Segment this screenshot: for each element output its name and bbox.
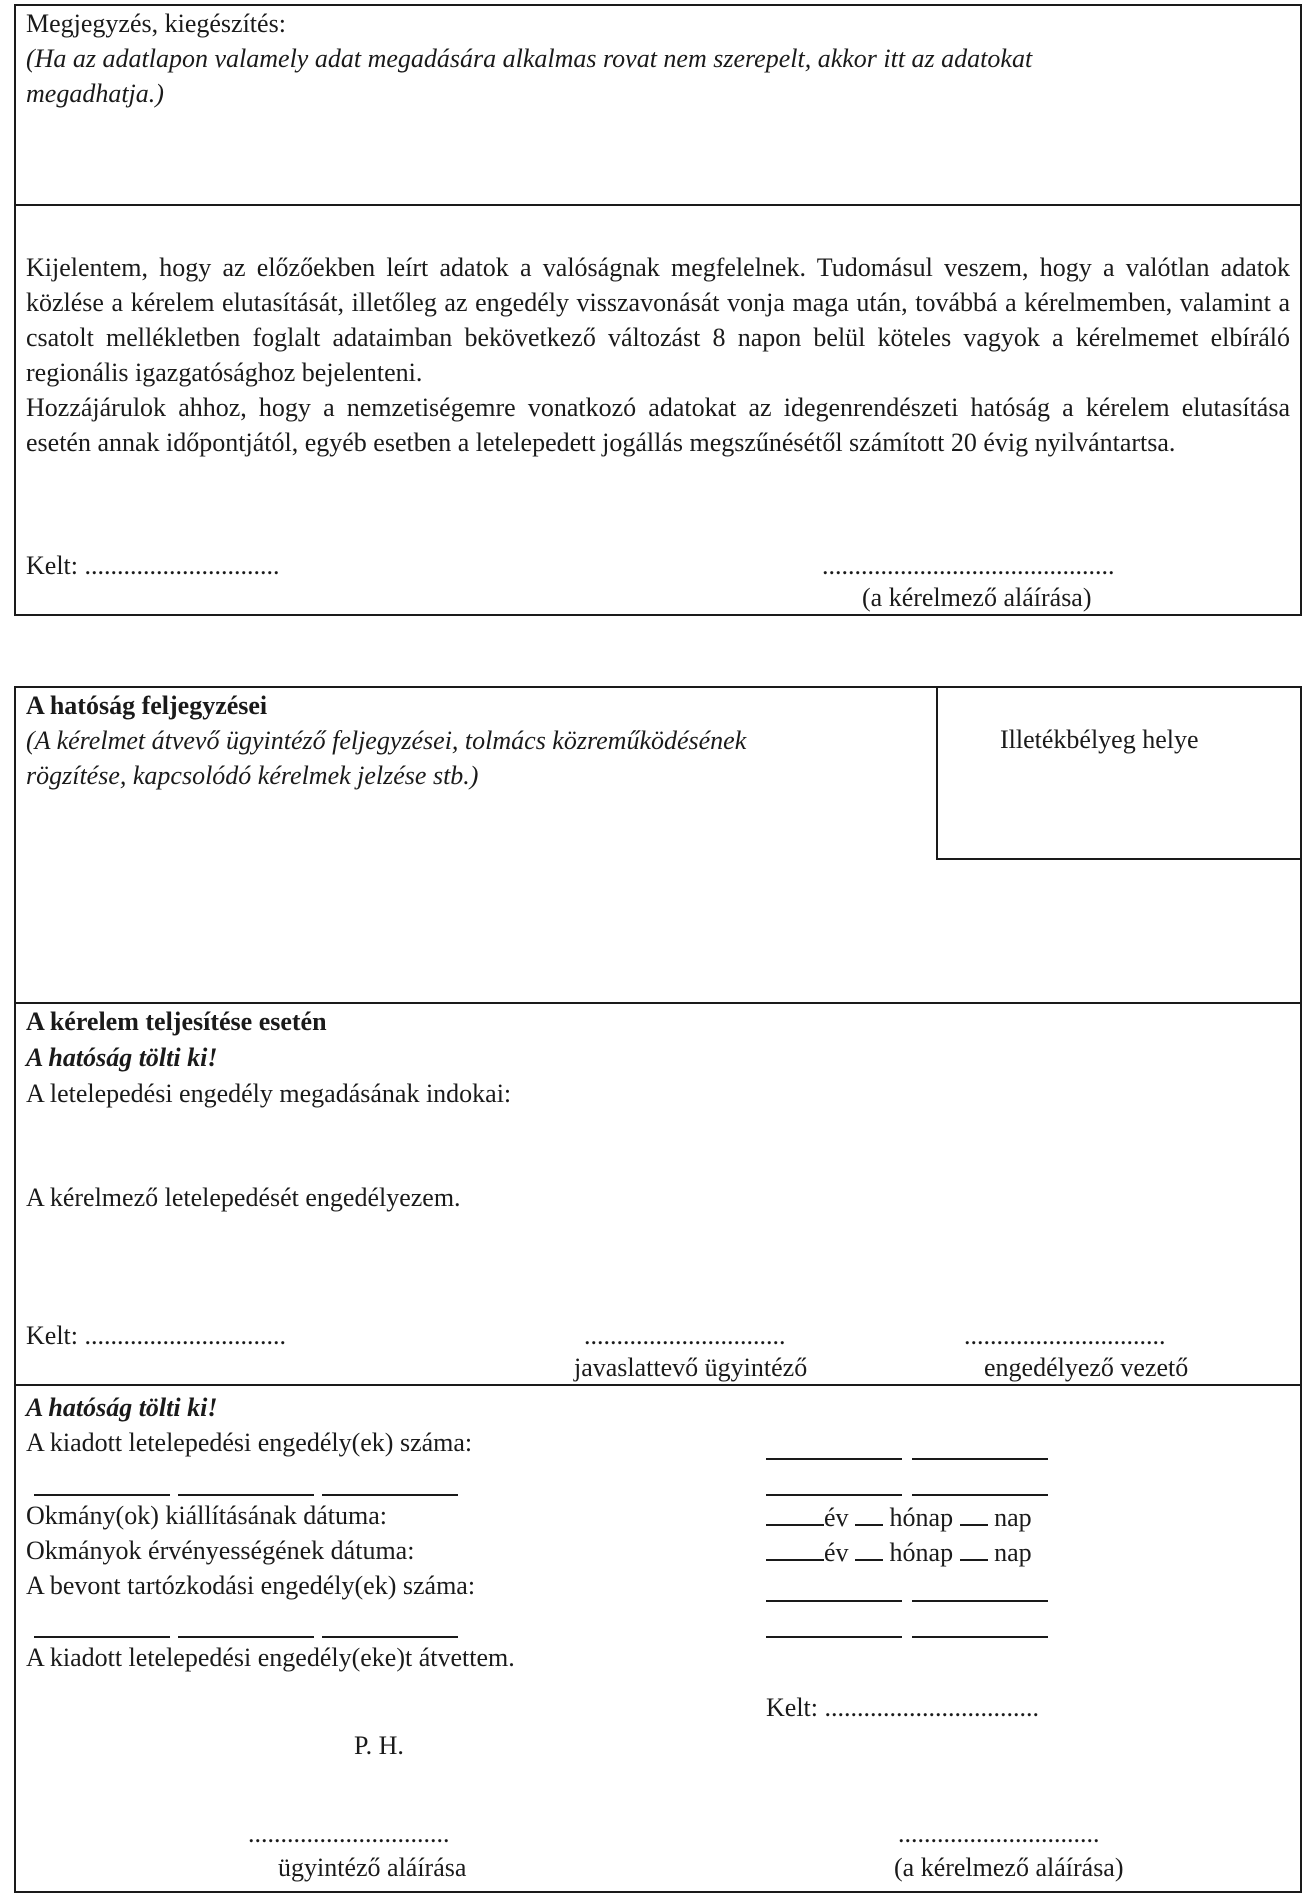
declaration-kelt[interactable]: Kelt: .............................. — [26, 551, 280, 580]
declaration-signature-label: (a kérelmező aláírása) — [862, 583, 1092, 612]
validity-month-blank[interactable] — [855, 1533, 883, 1561]
issue-date-label: Okmány(ok) kiállításának dátuma: — [26, 1501, 388, 1530]
approval-kelt[interactable]: Kelt: ............................... — [26, 1321, 286, 1350]
applicant-signature-label: (a kérelmező aláírása) — [894, 1853, 1124, 1882]
revoked-permit-field[interactable] — [766, 1600, 902, 1602]
notes-field[interactable] — [20, 116, 1296, 200]
day-unit: nap — [994, 1503, 1032, 1532]
declaration-paragraph-1: Kijelentem, hogy az előzőekben leírt adatok a valóságnak megfelelnek. Tudomásul veszem, hogy a valótlan adatok közlése a kérelem elutasítását, illetőleg az engedély visszavonását vonja maga után, továbbá a kérelmemben, valamint a csatolt mellékletben foglalt adataimban bekövetkező változást 8 napon belül köteles vagyok a kérelmemet elbíráló regionális igazgatósághoz bejelenteni. — [26, 253, 1290, 387]
issue-date-field[interactable] — [766, 1498, 1032, 1535]
permit-number-field[interactable] — [178, 1494, 314, 1496]
received-text: A kiadott letelepedési engedély(eke)t átvettem. — [26, 1643, 515, 1672]
authority-notes-hint-line1: (A kérelmet átvevő ügyintéző feljegyzései, tolmács közreműködésének — [26, 726, 747, 755]
permit-number-field[interactable] — [912, 1494, 1048, 1496]
declaration-paragraph-2: Hozzájárulok ahhoz, hogy a nemzetiségemre vonatkozó adatokat az idegenrendészeti hatóság a kérelem elutasítása esetén annak időpontjától, egyéb esetben a letelepedett jogállás megszűnésétől számított 20 évig nyilvántartsa. — [26, 393, 1290, 457]
clerk-signature-label: ügyintéző aláírása — [278, 1853, 467, 1882]
approval-title: A kérelem teljesítése esetén — [26, 1007, 327, 1036]
permit-number-field[interactable] — [766, 1458, 902, 1460]
validity-day-blank[interactable] — [960, 1533, 988, 1561]
month-unit: hónap — [889, 1538, 954, 1567]
revoked-permits-label: A bevont tartózkodási engedély(ek) száma: — [26, 1571, 476, 1600]
clerk-signature-dots[interactable]: ............................... — [248, 1819, 450, 1848]
year-unit: év — [824, 1503, 849, 1532]
day-unit: nap — [994, 1538, 1032, 1567]
validity-year-blank[interactable] — [766, 1533, 824, 1561]
notes-title: Megjegyzés, kiegészítés: — [26, 9, 286, 38]
authority-notes-hint-line2: rögzítése, kapcsolódó kérelmek jelzése stb.) — [26, 761, 479, 790]
declaration-signature-dots[interactable]: ............................................. — [822, 551, 1115, 580]
permit-number-field[interactable] — [322, 1494, 458, 1496]
issue-month-blank[interactable] — [855, 1498, 883, 1526]
approval-grant-text: A kérelmező letelepedését engedélyezem. — [26, 1183, 461, 1212]
ph-seal-label: P. H. — [354, 1731, 404, 1760]
revoked-permit-field[interactable] — [766, 1636, 902, 1638]
authority-notes-title: A hatóság feljegyzései — [26, 691, 268, 720]
notes-hint-line2: megadhatja.) — [26, 79, 164, 108]
issue-year-blank[interactable] — [766, 1498, 824, 1526]
issuance-title: A hatóság tölti ki! — [26, 1393, 218, 1422]
revoked-permit-field[interactable] — [912, 1636, 1048, 1638]
proposer-label: javaslattevő ügyintéző — [574, 1353, 808, 1382]
permit-numbers-label: A kiadott letelepedési engedély(ek) száma: — [26, 1428, 473, 1457]
revoked-permit-field[interactable] — [912, 1600, 1048, 1602]
proposer-signature-dots[interactable]: ............................... — [584, 1321, 786, 1350]
issue-day-blank[interactable] — [960, 1498, 988, 1526]
month-unit: hónap — [889, 1503, 954, 1532]
permit-number-field[interactable] — [34, 1494, 170, 1496]
revoked-permit-field[interactable] — [34, 1636, 170, 1638]
validity-date-label: Okmányok érvényességének dátuma: — [26, 1536, 415, 1565]
applicant-signature-dots[interactable]: ............................... — [898, 1819, 1100, 1848]
issuance-box — [14, 1384, 1302, 1893]
stamp-label: Illetékbélyeg helye — [1000, 725, 1199, 754]
notes-hint-line1: (Ha az adatlapon valamely adat megadására alkalmas rovat nem szerepelt, akkor itt az adatokat — [26, 44, 1033, 73]
revoked-permit-field[interactable] — [322, 1636, 458, 1638]
year-unit: év — [824, 1538, 849, 1567]
approver-label: engedélyező vezető — [984, 1353, 1189, 1382]
validity-date-field[interactable] — [766, 1533, 1032, 1570]
revoked-permit-field[interactable] — [178, 1636, 314, 1638]
approval-subtitle: A hatóság tölti ki! — [26, 1043, 218, 1072]
permit-number-field[interactable] — [912, 1458, 1048, 1460]
approver-signature-dots[interactable]: ............................... — [964, 1321, 1166, 1350]
approval-reasons-label: A letelepedési engedély megadásának indokai: — [26, 1079, 512, 1108]
stamp-box — [936, 686, 1302, 860]
permit-number-field[interactable] — [766, 1494, 902, 1496]
issuance-kelt[interactable]: Kelt: ................................. — [766, 1693, 1039, 1722]
